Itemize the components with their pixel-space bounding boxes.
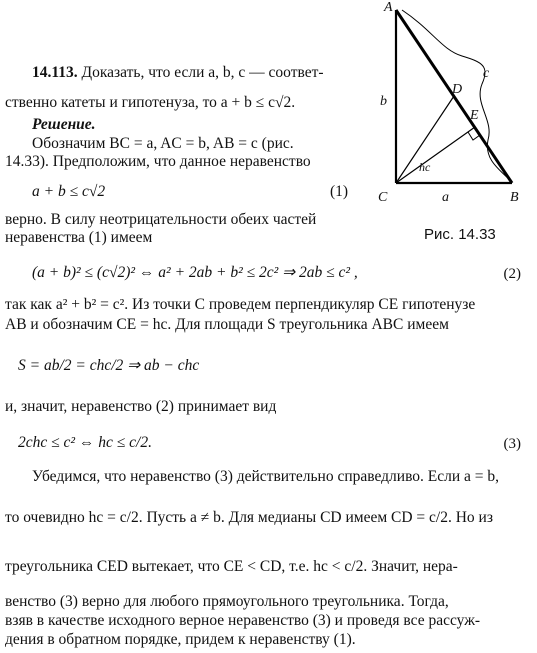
label-hc: hc	[419, 160, 431, 174]
p7-line1: венство (3) верно для любого прямоугольного треугольника. Тогда,	[5, 593, 449, 610]
problem-statement-2: ственно катеты и гипотенуза, то a + b ≤ c√2.	[5, 94, 296, 111]
p4-line: и, значит, неравенство (2) принимает вид	[5, 398, 277, 415]
p7-line2: взяв в качестве исходного верное неравенство (3) и проведя все рассуж-	[5, 612, 481, 629]
inequality-1: a + b ≤ c√2	[32, 183, 106, 200]
inequality-1-number: (1)	[330, 183, 349, 200]
equation-2: (a + b)² ≤ (c√2)² ⇔ a² + 2ab + b² ≤ 2c² ⇒ 2ab ≤ c² ,	[32, 264, 358, 281]
p6-line1: треугольника CED вытекает, что CE < CD, т.е. hc < c/2. Значит, нера-	[5, 558, 458, 575]
solution-heading: Решение.	[32, 116, 96, 133]
p7-line3: дения в обратном порядке, придем к неравенству (1).	[5, 631, 356, 648]
altitude-ce	[396, 127, 475, 183]
problem-line-1	[32, 64, 324, 82]
p1-line1: Обозначим BC = a, AC = b, AB = c (рис.	[32, 135, 294, 152]
p3-line2: AB и обозначим CE = hc. Для площади S треугольника ABC имеем	[5, 316, 449, 333]
p5-line1: Убедимся, что неравенство (3) действительно справедливо. Если a = b,	[32, 468, 500, 485]
label-e: E	[470, 108, 479, 123]
label-d: D	[452, 82, 463, 97]
p1-line2: 14.33). Предположим, что данное неравенство	[5, 153, 311, 170]
p2-line2: неравенства (1) имеем	[5, 229, 153, 246]
problem-statement-1: Доказать, что если a, b, c — соответ-	[81, 64, 324, 81]
label-c-curve: c	[483, 66, 490, 81]
p5-line2: то очевидно hc = c/2. Пусть a ≠ b. Для медианы CD имеем CD = c/2. Но из	[5, 509, 493, 526]
label-a-side: a	[442, 190, 449, 205]
equation-area: S = ab/2 = chc/2 ⇒ ab − chc	[18, 357, 200, 374]
problem-number: 14.113.	[32, 64, 78, 81]
p3-line1: так как a² + b² = c². Из точки C проведем перпендикуляр CE гипотенузе	[5, 296, 476, 313]
label-b-vertex: B	[510, 190, 519, 205]
equation-3: 2chc ≤ c² ⇔ hc ≤ c/2.	[18, 434, 152, 451]
equation-3-number: (3)	[503, 436, 521, 452]
figure-caption: Рис. 14.33	[424, 226, 496, 243]
label-a-vertex: A	[384, 0, 393, 15]
p2-line1: верно. В силу неотрицательности обеих частей	[5, 211, 317, 228]
label-b-side: b	[380, 94, 387, 109]
label-c-vertex: C	[378, 190, 388, 205]
equation-2-number: (2)	[503, 266, 521, 282]
